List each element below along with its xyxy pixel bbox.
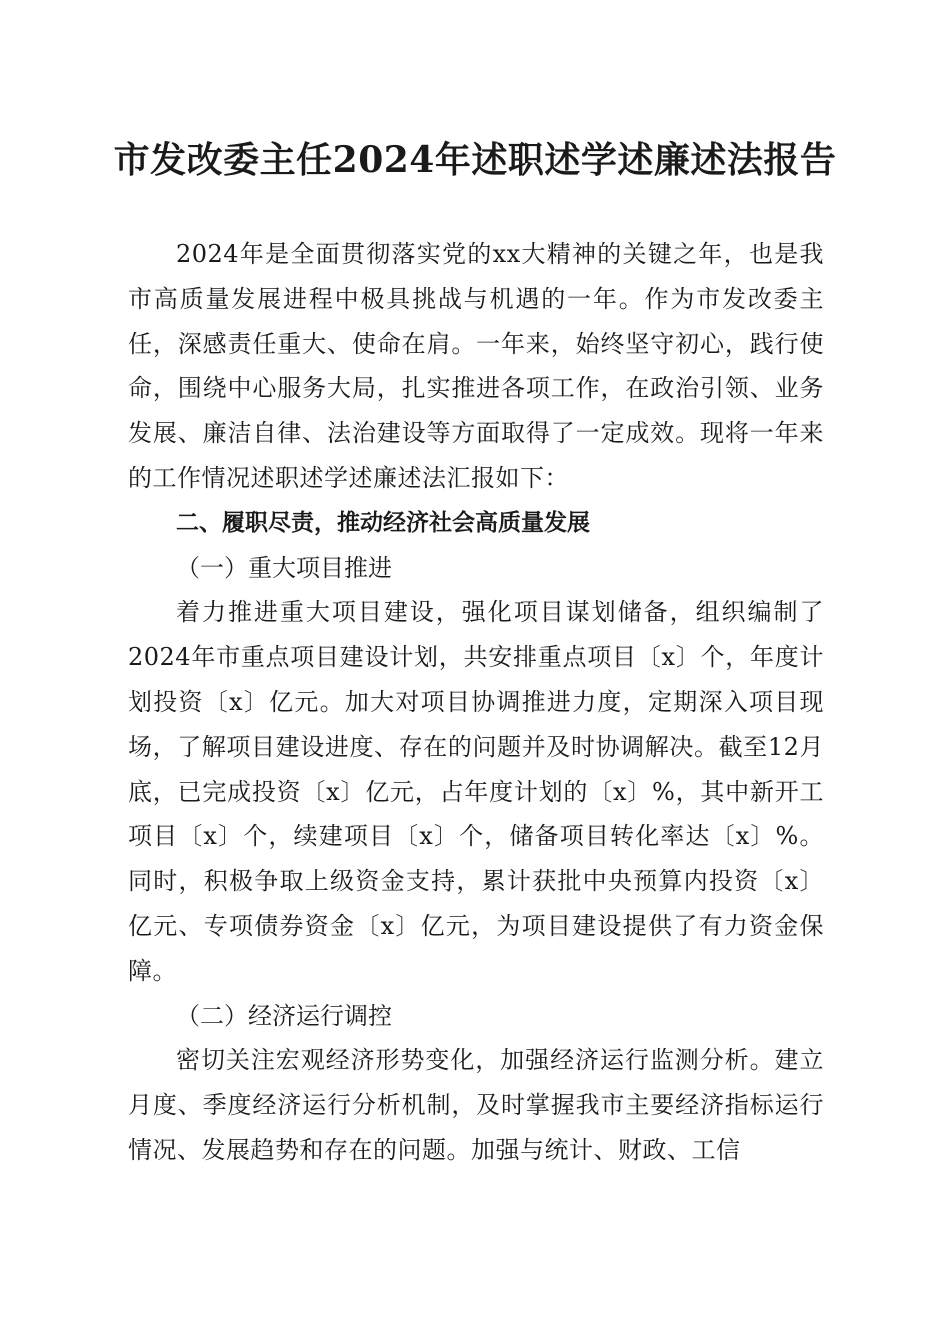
section-heading: 二、履职尽责，推动经济社会高质量发展: [176, 509, 590, 536]
subsection-heading-economy: （二）经济运行调控: [176, 1001, 392, 1030]
document-title: 市发改委主任2024年述职述学述廉述法报告: [113, 139, 837, 181]
subsection-heading-projects: （一）重大项目推进: [176, 553, 392, 582]
projects-paragraph: 着力推进重大项目建设，强化项目谋划储备，组织编制了2024年市重点项目建设计划，共安排重点项目〔x〕个，年度计划投资〔x〕亿元。加大对项目协调推进力度，定期深入项目现场，了解项目建设进度、存在的问题并及时协调解决。截至12月底，已完成投资〔x〕亿元，占年度计划的〔x〕%，其中新开工项目〔x〕个，续建项目〔x〕个，储备项目转化率达〔x〕%。同时，积极争取上级资金支持，累计获批中央预算内投资〔x〕亿元、专项债券资金〔x〕亿元，为项目建设提供了有力资金保障。: [128, 598, 824, 985]
intro-paragraph: 2024年是全面贯彻落实党的xx大精神的关键之年，也是我市高质量发展进程中极具挑战与机遇的一年。作为市发改委主任，深感责任重大、使命在肩。一年来，始终坚守初心，践行使命，围绕中心服务大局，扎实推进各项工作，在政治引领、业务发展、廉洁自律、法治建设等方面取得了一定成效。现将一年来的工作情况述职述学述廉述法汇报如下：: [128, 240, 824, 492]
document-body: [128, 232, 824, 1173]
economy-paragraph: 密切关注宏观经济形势变化，加强经济运行监测分析。建立月度、季度经济运行分析机制，及时掌握我市主要经济指标运行情况、发展趋势和存在的问题。加强与统计、财政、工信: [128, 1046, 824, 1164]
